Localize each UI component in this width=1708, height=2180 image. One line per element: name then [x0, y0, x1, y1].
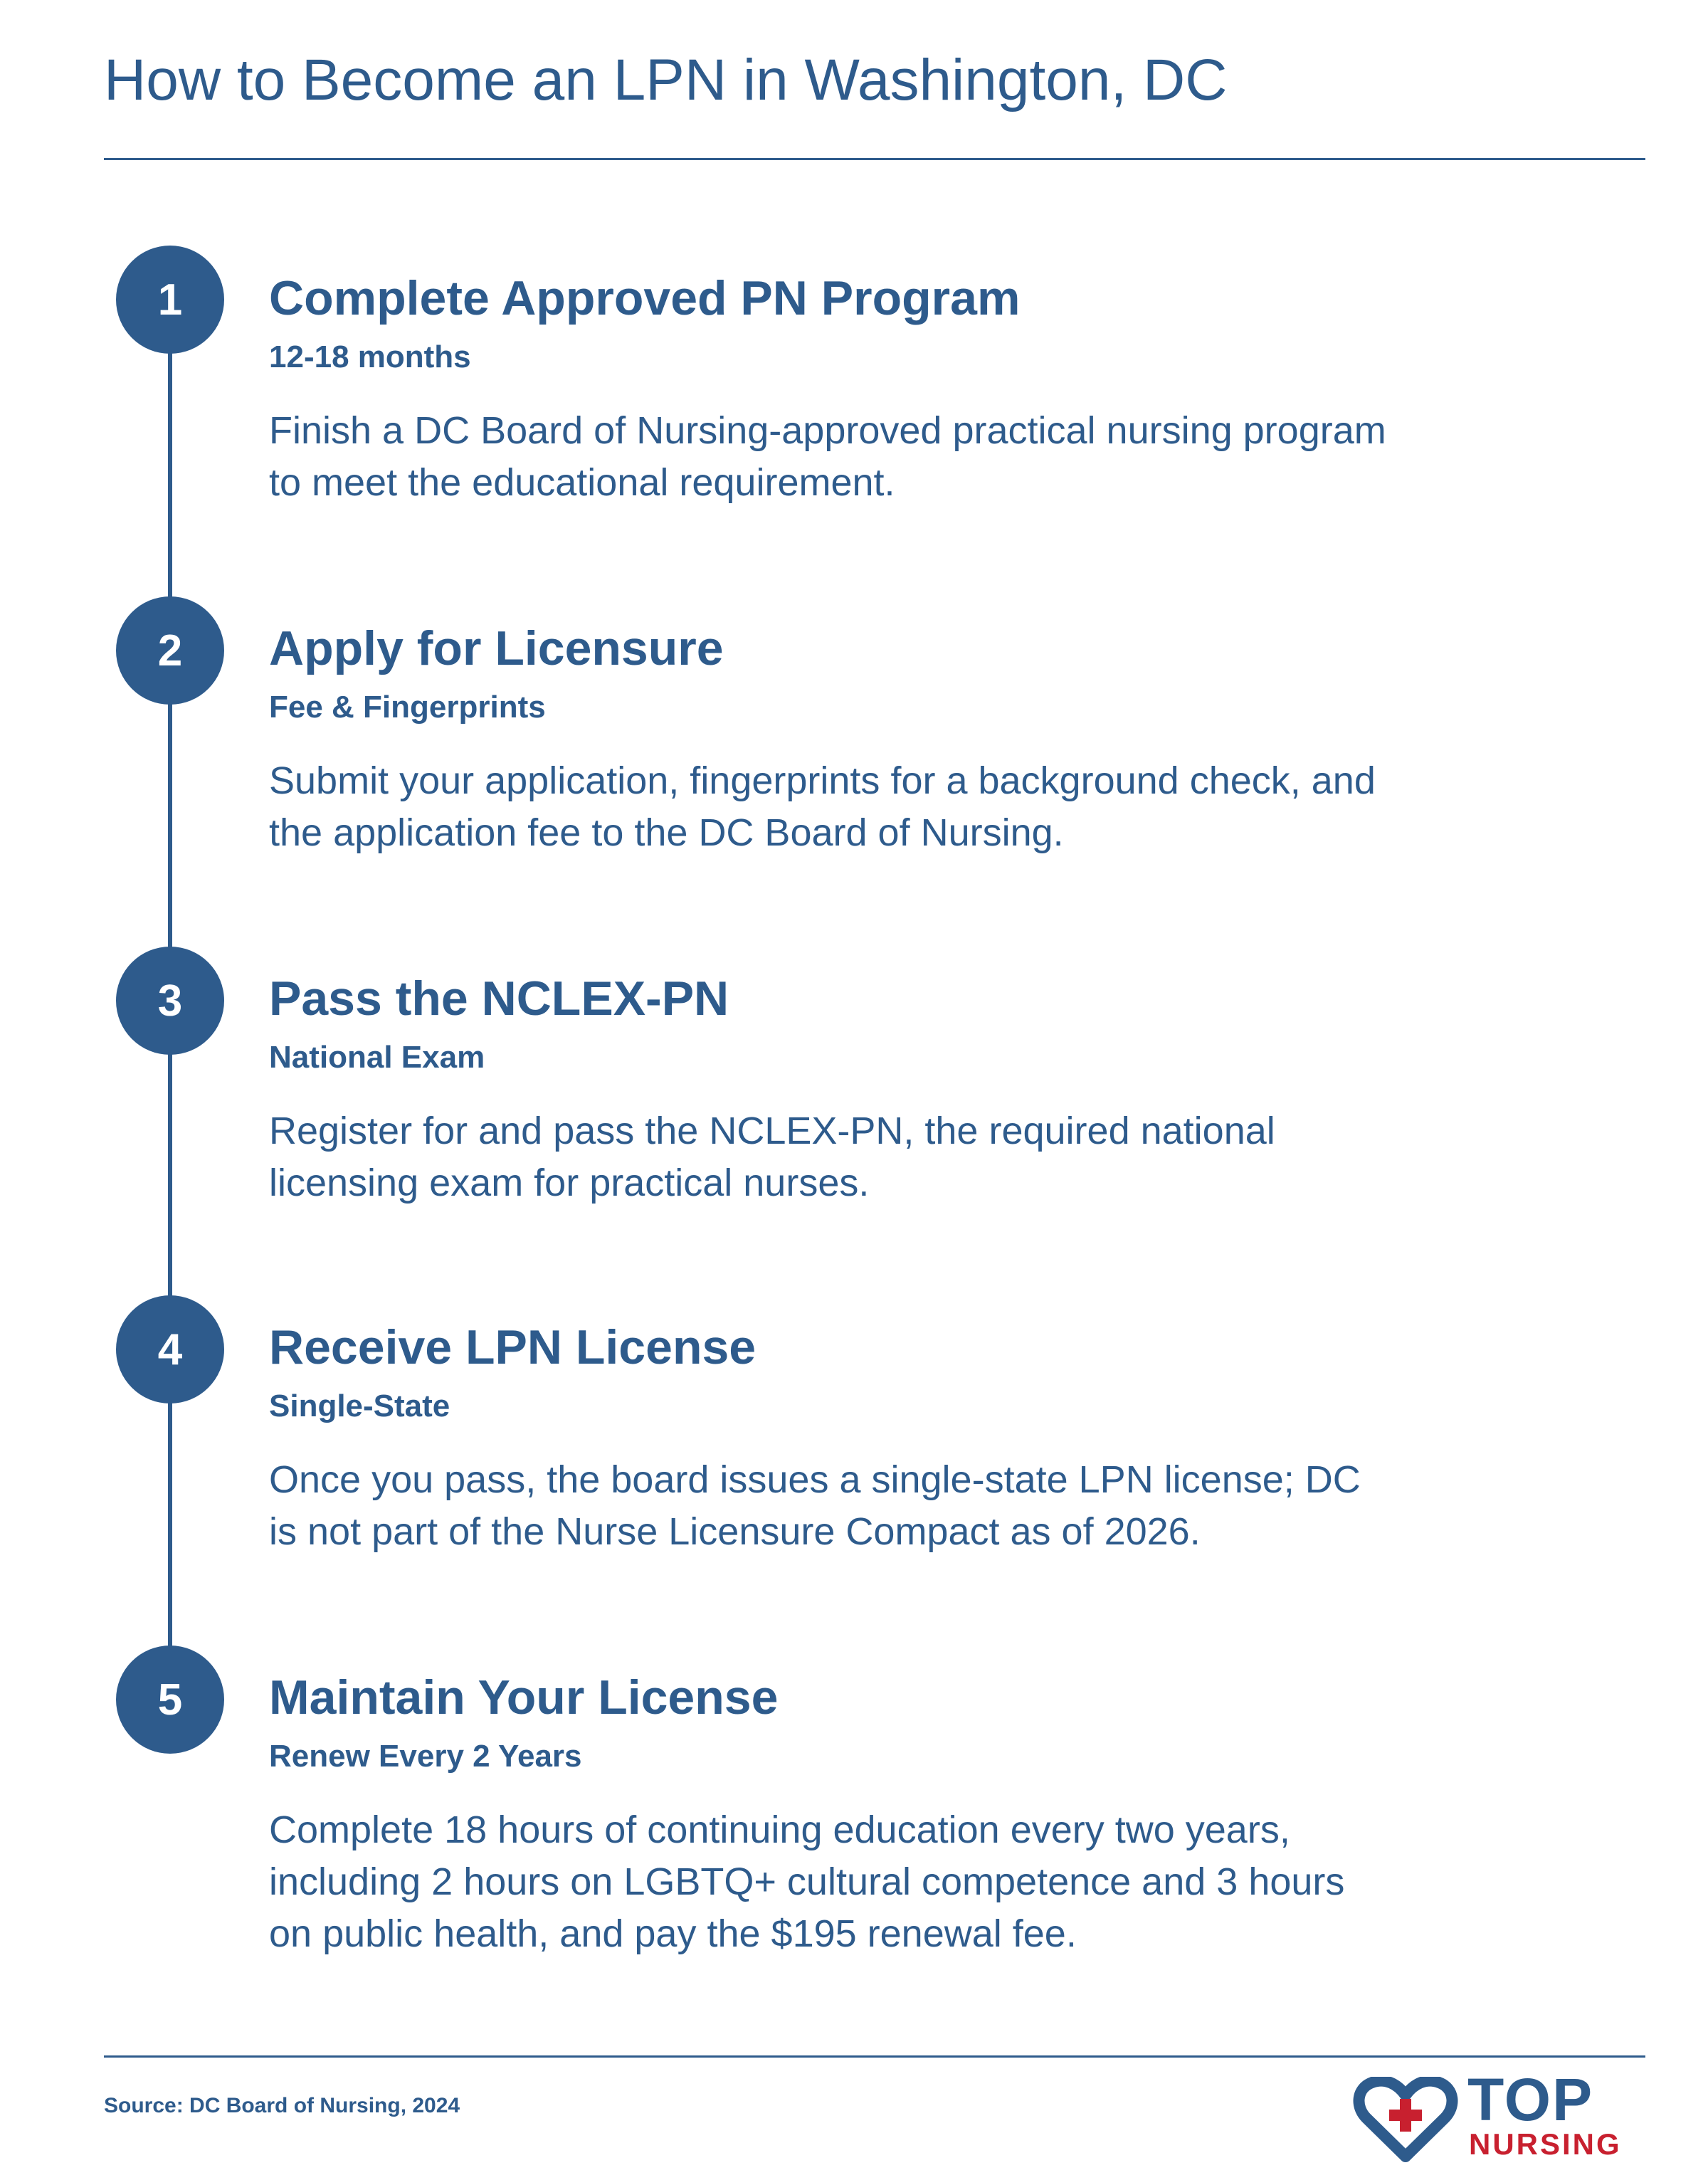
step-3-description: Register for and pass the NCLEX-PN, the required national licensing exam for practical nurses.	[269, 1109, 1275, 1204]
top-nursing-logo	[1352, 2066, 1651, 2165]
step-4-number-badge: 4	[116, 1295, 224, 1404]
step-3-subtitle: National Exam	[269, 1040, 485, 1075]
page-title: How to Become an LPN in Washington, DC	[104, 48, 1228, 112]
step-5	[269, 1670, 1408, 1960]
source-citation: Source: DC Board of Nursing, 2024	[104, 2094, 460, 2117]
step-5-subtitle: Renew Every 2 Years	[269, 1739, 582, 1774]
step-1-title: Complete Approved PN Program	[269, 271, 1021, 325]
logo-wordmark-nursing: NURSING	[1469, 2127, 1622, 2161]
step-2-title: Apply for Licensure	[269, 621, 724, 675]
step-5-description: Complete 18 hours of continuing education every two years, including 2 hours on LGBTQ+ cultural competence and 3 hours on public health, and pay the $195 renewal fee.	[269, 1808, 1345, 1955]
step-3	[269, 971, 1408, 1209]
step-2-number-badge: 2	[116, 596, 224, 705]
step-4-description: Once you pass, the board issues a single-state LPN license; DC is not part of the Nurse Licensure Compact as of 2026.	[269, 1458, 1361, 1553]
step-5-number-badge: 5	[116, 1645, 224, 1754]
step-4	[269, 1320, 1408, 1558]
step-4-title: Receive LPN License	[269, 1320, 757, 1374]
step-1	[269, 270, 1408, 509]
step-1-subtitle: 12-18 months	[269, 339, 471, 375]
step-3-number-badge: 3	[116, 947, 224, 1055]
step-5-title: Maintain Your License	[269, 1670, 779, 1724]
step-1-number-badge: 1	[116, 246, 224, 354]
step-1-description: Finish a DC Board of Nursing-approved practical nursing program to meet the educational requirement.	[269, 409, 1386, 504]
header-divider	[104, 158, 1645, 160]
step-2-description: Submit your application, fingerprints for a background check, and the application fee to the DC Board of Nursing.	[269, 759, 1376, 854]
logo-wordmark-top: TOP	[1467, 2066, 1594, 2133]
heart-cross-icon	[1352, 2077, 1459, 2162]
step-2	[269, 621, 1408, 859]
step-4-subtitle: Single-State	[269, 1389, 450, 1424]
step-3-title: Pass the NCLEX-PN	[269, 971, 729, 1026]
step-2-subtitle: Fee & Fingerprints	[269, 690, 546, 725]
footer-divider	[104, 2055, 1645, 2058]
